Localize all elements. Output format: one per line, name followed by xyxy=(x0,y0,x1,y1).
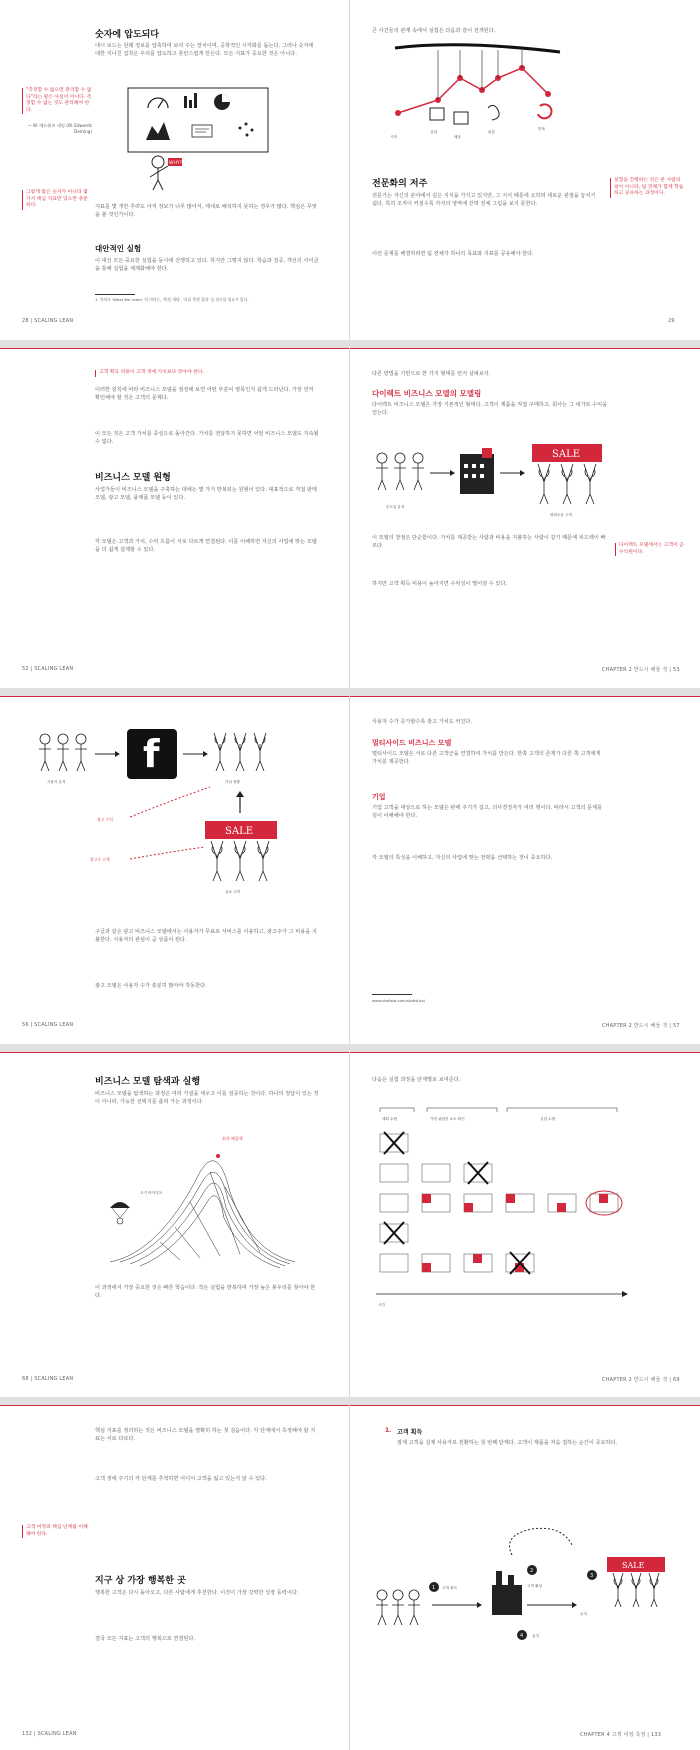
start-label: 초기 아이디어 xyxy=(140,1191,162,1195)
diagram-label: 유료 고객 xyxy=(225,890,241,894)
diagram-label: 부트업 유저 xyxy=(386,505,405,509)
spread-5 xyxy=(0,1405,700,1750)
paragraph: 사업가들이 비즈니스 모델을 구축하는 데에는 몇 가지 반복되는 원형이 있다. 대표적으로 직접 판매 모델, 광고 모델, 플랫폼 모델 등이 있다. xyxy=(95,487,317,501)
heading: 비즈니스 모델 탐색과 실행 xyxy=(95,1077,201,1087)
node-label: 배움 xyxy=(454,135,461,139)
sidebar-note: 다이렉트 모델에서는 고객이 곧 수익원이다. xyxy=(615,543,687,556)
diagram-label: 광고 수익 xyxy=(97,817,113,822)
page-69 xyxy=(350,1052,700,1397)
list-title: 고객 획득 xyxy=(397,1429,423,1436)
spread-separator xyxy=(0,1044,700,1052)
folio: CHAPTER 2 반드시 해둘 것 | 69 xyxy=(602,1377,680,1383)
heading: 다이렉트 비즈니스 모델의 모델링 xyxy=(372,389,482,398)
sale-sign-text: SALE xyxy=(622,1561,645,1570)
direct-model-diagram xyxy=(372,438,612,523)
paragraph: 이 모든 것은 고객 가치를 중심으로 돌아간다. 가치를 전달하지 못하면 어떤 비즈니스 모델도 지속될 수 없다. xyxy=(95,431,319,445)
heading: 멀티사이드 비즈니스 모델 xyxy=(372,739,452,747)
paragraph: 전문가는 자신의 분야에서 깊은 지식을 가지고 있지만, 그 지식 때문에 오히려 새로운 관점을 놓치기 쉽다. 특히 조직이 커질수록 각자의 영역에 갇혀 전체 그림을 보지 못한다. xyxy=(372,193,596,207)
peak-label: 최적 해결책 xyxy=(222,1136,243,1141)
paragraph: 비즈니스 모델을 탐색하는 과정은 여러 가설을 세우고 이를 검증하는 것이다. 하나의 정답이 있는 것이 아니라, 가능한 선택지를 좁혀 가는 과정이다. xyxy=(95,1091,319,1105)
column-label: 계획 수립 xyxy=(382,1117,398,1121)
paragraph: 잠재 고객을 실제 사용자로 전환하는 첫 번째 단계다. 고객이 제품을 처음 접하는 순간이 중요하다. xyxy=(397,1440,618,1446)
sidebar-note: 고객 여정의 핵심 단계를 이해해야 한다. xyxy=(22,1525,92,1538)
paragraph: 이 과정에서 가장 중요한 것은 빠른 학습이다. 작은 실험을 반복하며 가장 높은 봉우리를 찾아야 한다. xyxy=(95,1285,316,1299)
page-56 xyxy=(0,696,350,1044)
heading: 숫자에 압도되다 xyxy=(95,30,159,40)
node-label: 피봇 xyxy=(488,130,495,134)
experiment-grid-diagram xyxy=(372,1104,632,1324)
spread-2 xyxy=(0,348,700,688)
folio: CHAPTER 2 반드시 해둘 것 | 53 xyxy=(602,667,680,673)
spread-1 xyxy=(0,0,700,340)
paragraph: 구글과 같은 광고 비즈니스 모델에서는 사용자가 무료로 서비스를 이용하고, 광고주가 그 비용을 지불한다. 사용자의 관심이 곧 상품이 된다. xyxy=(95,929,317,943)
folio: 52 | SCALING LEAN xyxy=(22,666,74,672)
paragraph: 대시 보드는 원래 정보를 압축하여 보여 주는 장치이며, 공학적인 시각화를 돕는다. 그러나 숫자에 대한 지나친 집착은 우리를 압도하고 혼란스럽게 만든다. 모든 지표가 중요한 것은 아니다. xyxy=(95,43,314,57)
svg-text:3: 3 xyxy=(590,1573,594,1579)
paragraph: 하지만 고객 획득 비용이 높아지면 수익성이 떨어질 수 있다. xyxy=(372,581,508,587)
paragraph: 행복한 고객은 다시 돌아오고, 다른 사람에게 추천한다. 이것이 가장 강력한 성장 동력이다. xyxy=(95,1590,299,1596)
paragraph: 이 모델의 장점은 단순함이다. 가치를 제공받는 사람과 비용을 지불하는 사람이 같기 때문에 피드백이 빠르다. xyxy=(372,535,606,549)
node-label: 시작 xyxy=(390,135,397,139)
page-132 xyxy=(0,1405,350,1750)
footnote-rule xyxy=(95,294,135,295)
folio: CHAPTER 4 고객 여정 측정 | 133 xyxy=(580,1732,662,1738)
folio: 56 | SCALING LEAN xyxy=(22,1022,74,1028)
step-label: 고객 획득 xyxy=(442,1586,458,1590)
diagram-label: 평화로운 고객 xyxy=(550,513,572,517)
spread-separator xyxy=(0,1397,700,1405)
svg-text:2: 2 xyxy=(530,1568,534,1574)
node-label: 반복 xyxy=(538,127,545,131)
svg-text:4: 4 xyxy=(520,1633,524,1639)
paragraph: 지표를 몇 개만 추려도 아직 정보가 너무 많아서, 제대로 해석하지 못하는 경우가 많다. 핵심은 무엇을 볼 것인가이다. xyxy=(95,204,317,218)
step-label: 수익 xyxy=(580,1612,587,1616)
quote-attribution: — W. 에드워즈 데밍 (W. Edwards Deming) xyxy=(27,123,92,134)
sidebar-note: 실험을 진행하는 것은 한 사람의 일이 아니라, 팀 전체가 함께 학습하고 공유하는 과정이다. xyxy=(610,178,684,198)
experiment-path-diagram xyxy=(390,38,570,153)
list-number: 1. xyxy=(385,1427,392,1434)
paragraph: 각 모델은 고객과 가치, 수익 흐름이 서로 다르게 연결된다. 이를 이해하면 자신의 사업에 맞는 모델을 더 쉽게 설계할 수 있다. xyxy=(95,539,317,553)
node-label: 실험 xyxy=(430,130,437,134)
page-28 xyxy=(0,0,350,340)
facebook-logo: f xyxy=(143,732,160,776)
step-label: 고객 활성 xyxy=(527,1584,543,1588)
intro-text: 큰 사건들의 관계 속에서 실험은 다음과 같이 전개된다. xyxy=(372,28,496,34)
sidebar-quote: "측정할 수 없으면 관리할 수 없다"라는 말은 사실이 아니다. 측정할 수 없는 것도 관리해야 한다. xyxy=(22,88,92,114)
paragraph: 이러한 원칙에 따라 비즈니스 모델을 점검해 보면 어떤 부분이 병목인지 쉽게 드러난다. 가장 먼저 확인해야 할 것은 고객의 문제다. xyxy=(95,387,314,401)
intro-text: 다음은 실험 과정을 단계별로 보여준다. xyxy=(372,1077,461,1083)
axis-label: 시간 xyxy=(378,1303,385,1307)
spread-4 xyxy=(0,1052,700,1397)
column-label: 가장 위험한 요소 확인 xyxy=(430,1117,465,1121)
paragraph: 다이렉트 비즈니스 모델은 가장 기본적인 형태다. 고객이 제품을 직접 구매하고, 회사는 그 대가로 수익을 얻는다. xyxy=(372,402,608,416)
customer-journey-diagram xyxy=(372,1515,672,1665)
footnote: www.statista.com/statistics/ xyxy=(372,998,426,1003)
paragraph: 멀티사이드 모델은 서로 다른 고객군을 연결하여 가치를 만든다. 한쪽 고객의 존재가 다른 쪽 고객에게 가치를 제공한다. xyxy=(372,751,601,765)
column-label: 실험 수행 xyxy=(540,1117,556,1121)
subheading: 대안적인 실험 xyxy=(95,244,142,253)
paragraph: 고객 생애 주기의 각 단계를 추적하면 어디서 고객을 잃고 있는지 알 수 있다. xyxy=(95,1476,267,1482)
dashboard-illustration xyxy=(100,80,320,192)
paragraph: 기업 고객을 대상으로 하는 모델은 판매 주기가 길고, 의사결정자가 여러 명이다. 따라서 고객의 문제를 깊이 이해해야 한다. xyxy=(372,805,603,819)
paragraph: 광고 모델은 사용자 수가 충분히 많아야 작동한다. xyxy=(95,983,207,989)
page-53 xyxy=(350,348,700,688)
spread-separator xyxy=(0,688,700,696)
page-68 xyxy=(0,1052,350,1397)
landscape-illustration xyxy=(100,1132,300,1272)
paragraph: 이런 문제를 해결하려면 팀 전체가 하나의 목표와 지표를 공유해야 한다. xyxy=(372,251,534,257)
page-133 xyxy=(350,1405,700,1750)
folio: CHAPTER 2 반드시 해둘 것 | 57 xyxy=(602,1023,680,1029)
heading: 비즈니스 모델 원형 xyxy=(95,473,171,483)
paragraph: 이 대신 모든 중요한 실험을 동시에 진행하고 있다. 하지만 그렇지 않다. 학습과 검증, 개선의 사이클을 통해 실험을 체계화해야 한다. xyxy=(95,258,319,272)
paragraph: 결국 모든 지표는 고객의 행복으로 연결된다. xyxy=(95,1636,196,1642)
heading: 기업 xyxy=(372,793,386,801)
diagram-label: 사용자 유저 xyxy=(47,780,66,784)
folio: 29 xyxy=(668,318,675,324)
paragraph: 핵심 지표를 정의하는 것은 비즈니스 모델을 명확히 하는 첫 걸음이다. 각 단계에서 측정해야 할 지표는 서로 다르다. xyxy=(95,1428,316,1442)
step-label: 유지 xyxy=(532,1634,539,1638)
why-sign: WHY? xyxy=(169,161,182,166)
heading: 전문화의 저주 xyxy=(372,179,428,189)
paragraph: 사용자 수가 증가할수록 광고 가치도 커진다. xyxy=(372,719,473,725)
footnote-rule xyxy=(372,994,412,995)
page-57 xyxy=(350,696,700,1044)
paragraph: 각 모델의 특성을 이해하고, 자신의 사업에 맞는 전략을 선택하는 것이 중요하다. xyxy=(372,855,553,861)
sidebar-note: 그렇게 많은 숫자가 아니라 몇 가지 핵심 지표만 있으면 충분하다. xyxy=(22,190,92,210)
folio: 28 | SCALING LEAN xyxy=(22,318,74,324)
sale-sign-text: SALE xyxy=(552,449,581,460)
diagram-label: 광고주 고객 xyxy=(90,857,110,862)
sale-sign-text: SALE xyxy=(225,826,254,837)
spread-3 xyxy=(0,696,700,1044)
folio: 132 | SCALING LEAN xyxy=(22,1731,77,1737)
spread-separator xyxy=(0,340,700,348)
folio: 68 | SCALING LEAN xyxy=(22,1376,74,1382)
ad-model-diagram xyxy=(35,721,315,911)
footnote: 1. 마이크 'What We Learn' 의 의미는, '측정 개념', '지표 측정 결과' 를 참고할 필요가 있다. xyxy=(95,297,249,302)
page-29 xyxy=(350,0,700,340)
svg-text:1: 1 xyxy=(432,1585,436,1591)
page-52 xyxy=(0,348,350,688)
diagram-label: 가치 창출 xyxy=(225,780,241,784)
sidebar-note: 고객 획득 비용이 고객 생애 가치보다 작아야 한다. xyxy=(95,370,299,377)
intro-text: 다른 방법을 기반으로 한 가지 형태를 먼저 살펴보자. xyxy=(372,371,491,377)
heading: 지구 상 가장 행복한 곳 xyxy=(95,1576,186,1586)
